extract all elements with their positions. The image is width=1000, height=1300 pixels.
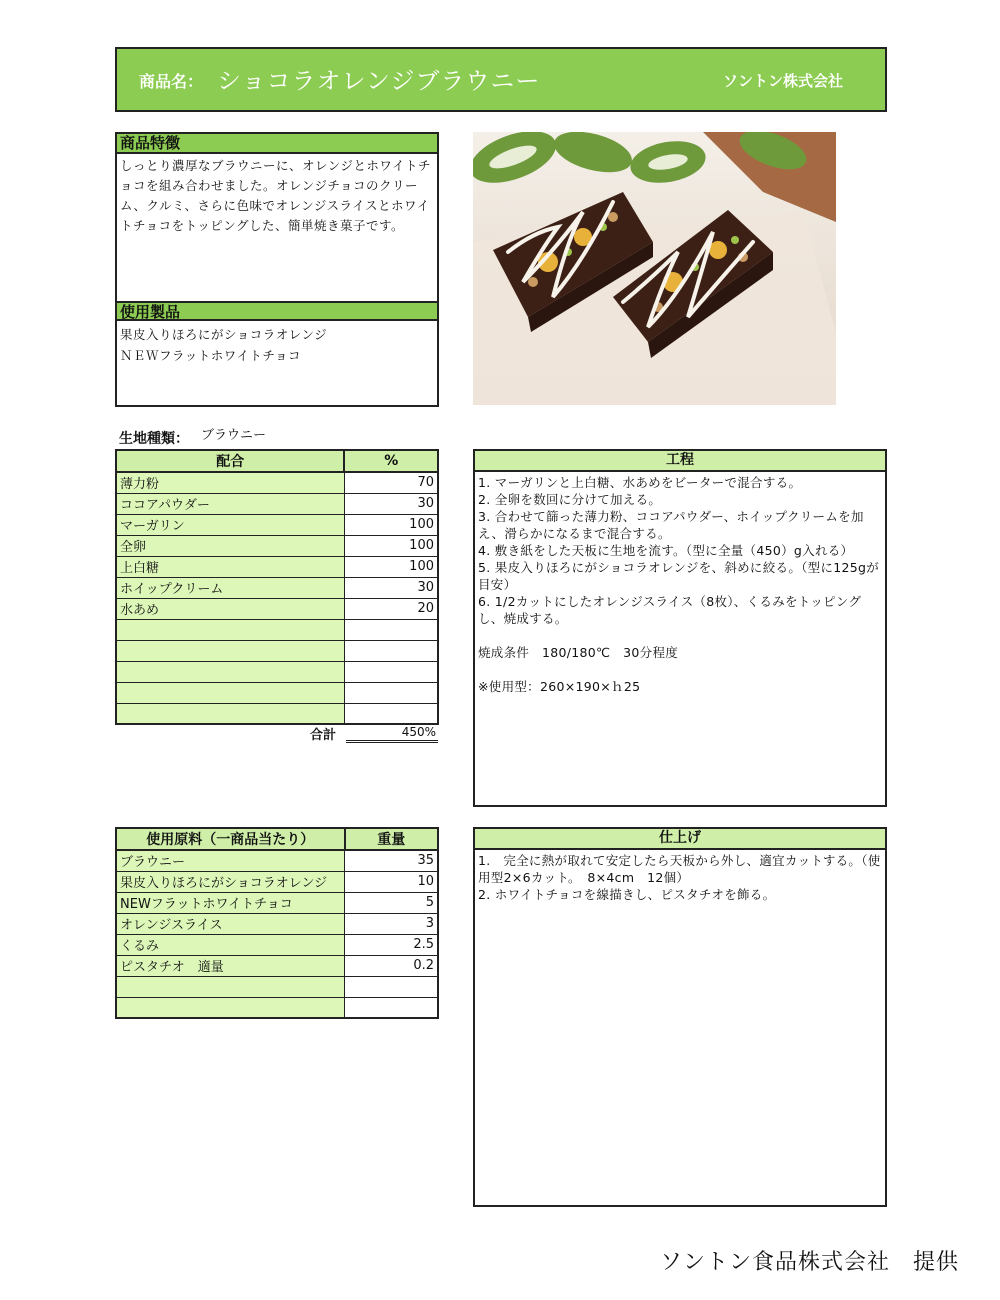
process-step: 5. 果皮入りほろにがショコラオレンジを、斜めに絞る。（型に125gが目安）: [478, 560, 880, 592]
finishing-body: [475, 850, 885, 905]
material-weight: 3: [345, 913, 439, 934]
ingredient-name: 薄力粉: [116, 472, 344, 493]
footer-credit: ソントン食品株式会社 提供: [660, 1250, 960, 1275]
empty-cell: [116, 682, 344, 703]
empty-cell: [116, 997, 345, 1018]
process-step: 4. 敷き紙をした天板に生地を流す。（型に全量（450）g入れる）: [478, 543, 854, 558]
ingredient-pct: 30: [344, 577, 438, 598]
table-row: [116, 871, 438, 892]
finishing-heading: 仕上げ: [475, 829, 885, 850]
total-value: 450%: [401, 725, 436, 739]
ingredient-pct: 100: [344, 514, 438, 535]
brownie-illustration: [473, 132, 836, 405]
material-name: ブラウニー: [116, 850, 345, 871]
material-weight: 5: [345, 892, 439, 913]
empty-cell: [116, 703, 344, 724]
table-row: [116, 493, 438, 514]
ingredient-pct: 100: [344, 535, 438, 556]
formula-col-pct: %: [344, 450, 438, 472]
formula-col-name: 配合: [116, 450, 344, 472]
baking-conditions: 焼成条件 180/180℃ 30分程度: [478, 645, 679, 660]
empty-cell: [344, 640, 438, 661]
ingredient-name: 水あめ: [116, 598, 344, 619]
products-heading: 使用製品: [117, 301, 437, 321]
ingredient-name: マーガリン: [116, 514, 344, 535]
table-row: [116, 514, 438, 535]
ingredient-pct: 70: [344, 472, 438, 493]
process-box: [473, 449, 887, 807]
empty-cell: [344, 682, 438, 703]
dough-type-value: ブラウニー: [201, 428, 267, 443]
empty-row: [116, 976, 438, 997]
materials-table: [115, 827, 439, 1019]
finishing-step: 2. ホワイトチョコを線描きし、ピスタチオを飾る。: [478, 887, 776, 902]
features-text: しっとり濃厚なブラウニーに、オレンジとホワイトチョコを組み合わせました。オレンジチョコのクリーム、クルミ、さらに色味でオレンジスライスとホワイトチョコをトッピングした、簡単焼き菓子です。: [120, 158, 432, 233]
materials-col-weight: 重量: [345, 828, 439, 850]
dough-type-label: 生地種類：: [119, 431, 189, 447]
empty-cell: [344, 661, 438, 682]
material-weight: 0.2: [345, 955, 439, 976]
process-step: 6. 1/2カットにしたオレンジスライス（8枚）、くるみをトッピングし、焼成する。: [478, 594, 862, 626]
empty-row: [116, 661, 438, 682]
material-name: NEWフラットホワイトチョコ: [116, 892, 345, 913]
empty-cell: [116, 976, 345, 997]
material-name: ピスタチオ 適量: [116, 955, 345, 976]
ingredient-name: 全卵: [116, 535, 344, 556]
process-body: [475, 472, 885, 697]
table-row: [116, 556, 438, 577]
table-header-row: [116, 450, 438, 472]
table-row: [116, 472, 438, 493]
empty-row: [116, 997, 438, 1018]
finishing-step: 1. 完全に熱が取れて安定したら天板から外し、適宜カットする。（使用型2×6カット。 8×4cm 12個）: [478, 853, 881, 885]
empty-cell: [116, 661, 344, 682]
material-weight: 10: [345, 871, 439, 892]
total-label: 合計: [310, 728, 337, 743]
mold-size: ※使用型：260×190×ｈ25: [478, 679, 641, 694]
table-row: [116, 598, 438, 619]
table-header-row: [116, 828, 438, 850]
empty-cell: [344, 703, 438, 724]
ingredient-name: ココアパウダー: [116, 493, 344, 514]
empty-row: [116, 703, 438, 724]
ingredient-pct: 100: [344, 556, 438, 577]
company-name: ソントン株式会社: [722, 72, 843, 90]
process-step: 2. 全卵を数回に分けて加える。: [478, 492, 662, 507]
table-row: [116, 955, 438, 976]
material-name: オレンジスライス: [116, 913, 345, 934]
empty-row: [116, 619, 438, 640]
product-name-label: 商品名：: [139, 72, 204, 91]
product-photo: [473, 132, 836, 405]
empty-cell: [116, 619, 344, 640]
table-row: [116, 850, 438, 871]
products-list: [120, 324, 434, 366]
table-row: [116, 577, 438, 598]
empty-cell: [345, 997, 439, 1018]
table-row: [116, 913, 438, 934]
table-row: [116, 934, 438, 955]
process-heading: 工程: [475, 451, 885, 472]
finishing-box: [473, 827, 887, 1207]
material-weight: 35: [345, 850, 439, 871]
materials-col-name: 使用原料（一商品当たり）: [116, 828, 345, 850]
empty-cell: [116, 640, 344, 661]
process-step: 1. マーガリンと上白糖、水あめをビーターで混合する。: [478, 475, 802, 490]
ingredient-pct: 20: [344, 598, 438, 619]
product-item: 果皮入りほろにがショコラオレンジ: [120, 327, 328, 342]
table-row: [116, 892, 438, 913]
product-item: ＮＥＷフラットホワイトチョコ: [120, 348, 302, 363]
header-banner: [115, 47, 887, 112]
empty-cell: [344, 619, 438, 640]
ingredient-name: ホイップクリーム: [116, 577, 344, 598]
empty-row: [116, 682, 438, 703]
empty-cell: [345, 976, 439, 997]
feature-box: [115, 132, 439, 407]
ingredient-name: 上白糖: [116, 556, 344, 577]
empty-row: [116, 640, 438, 661]
ingredient-pct: 30: [344, 493, 438, 514]
table-row: [116, 535, 438, 556]
material-name: くるみ: [116, 934, 345, 955]
features-heading: 商品特徴: [117, 134, 437, 154]
material-weight: 2.5: [345, 934, 439, 955]
process-step: 3. 合わせて篩った薄力粉、ココアパウダー、ホイップクリームを加え、滑らかになるまで混合する。: [478, 509, 864, 541]
formula-table: [115, 449, 439, 725]
total-underline: [346, 740, 438, 743]
product-name: ショコラオレンジブラウニー: [217, 67, 541, 95]
material-name: 果皮入りほろにがショコラオレンジ: [116, 871, 345, 892]
